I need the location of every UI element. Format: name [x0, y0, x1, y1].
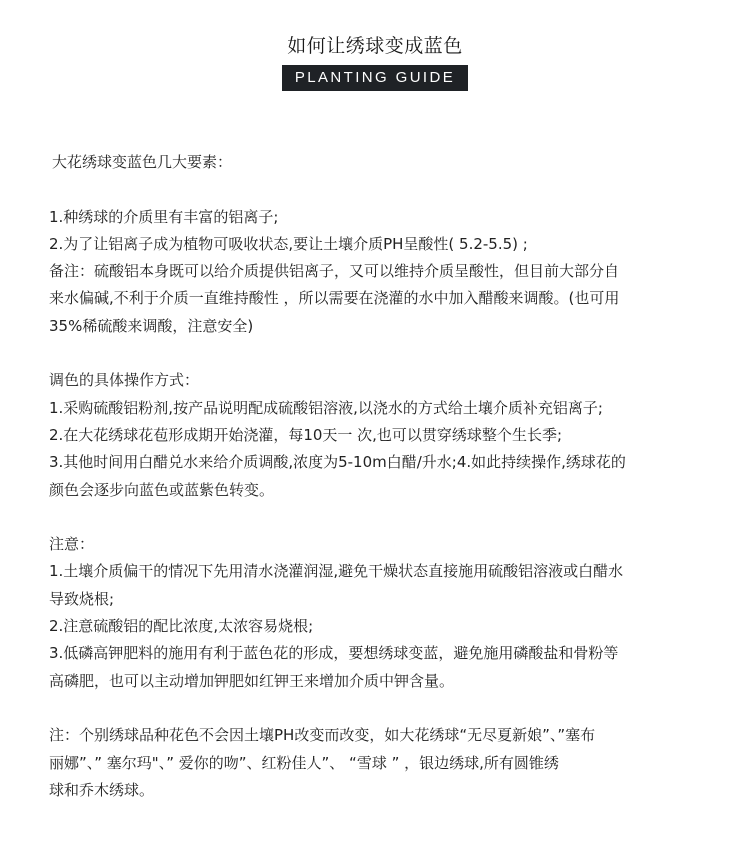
- requirement-line: 1.种绣球的介质里有丰富的铝离子;: [49, 207, 279, 226]
- requirement-line: 2.为了让铝离子成为植物可吸收状态,要让土壤介质PH呈酸性( 5.2-5.5) ;: [49, 234, 528, 253]
- notice-line: 2.注意硫酸铝的配比浓度,太浓容易烧根;: [49, 617, 314, 636]
- planting-guide-banner: PLANTING GUIDE: [282, 65, 468, 91]
- requirement-line: 来水偏碱,不利于介质一直维持酸性 ，所以需要在浇灌的水中加入醋酸来调酸。(也可用: [49, 289, 620, 308]
- requirements-section: [49, 204, 719, 340]
- page-header: [0, 34, 750, 91]
- footnote-line: 球和乔木绣球。: [49, 780, 155, 799]
- notice-line: 3.低磷高钾肥料的施用有利于蓝色花的形成，要想绣球变蓝，避免施用磷酸盐和骨粉等: [49, 644, 619, 663]
- guide-body: [49, 149, 719, 804]
- notice-line: 1.土壤介质偏干的情况下先用清水浇灌润湿,避免干燥状态直接施用硫酸铝溶液或白醋水: [49, 562, 624, 581]
- footnote-section: [49, 722, 719, 804]
- section-spacer: [49, 340, 719, 367]
- method-heading: 调色的具体操作方式：: [49, 371, 200, 390]
- intro-heading: 大花绣球变蓝色几大要素：: [52, 153, 233, 171]
- notice-line: 高磷肥，也可以主动增加钾肥如红钾王来增加介质中钾含量。: [49, 671, 455, 690]
- page-title: 如何让绣球变成蓝色: [287, 35, 463, 57]
- method-section: [49, 367, 719, 503]
- section-spacer: [49, 695, 719, 722]
- notice-section: [49, 531, 719, 695]
- section-spacer: [49, 504, 719, 531]
- method-line: 3.其他时间用白醋兑水来给介质调酸,浓度为5-10m白醋/升水;4.如此持续操作,绣球花的: [49, 453, 626, 472]
- notice-line: 导致烧根;: [49, 589, 115, 608]
- section-spacer: [49, 176, 719, 203]
- method-line: 2.在大花绣球花苞形成期开始浇灌，每10天一 次,也可以贯穿绣球整个生长季;: [49, 425, 562, 444]
- notice-heading: 注意：: [49, 535, 95, 554]
- footnote-line: 注：个别绣球品种花色不会因土壤PH改变而改变，如大花绣球“无尽夏新娘”、”塞布: [49, 726, 596, 745]
- requirement-line: 35%稀硫酸来调酸，注意安全): [49, 316, 254, 335]
- requirement-line: 备注：硫酸铝本身既可以给介质提供铝离子，又可以维持介质呈酸性，但目前大部分自: [49, 262, 620, 281]
- method-line: 颜色会逐步向蓝色或蓝紫色转变。: [49, 480, 275, 499]
- footnote-line: 丽娜”、” 塞尔玛"、” 爱你的吻”、红粉佳人”、 “雪球 ” ，银边绣球,所有圆锥绣: [49, 753, 559, 772]
- method-line: 1.采购硫酸铝粉剂,按产品说明配成硫酸铝溶液,以浇水的方式给土壤介质补充铝离子;: [49, 398, 603, 417]
